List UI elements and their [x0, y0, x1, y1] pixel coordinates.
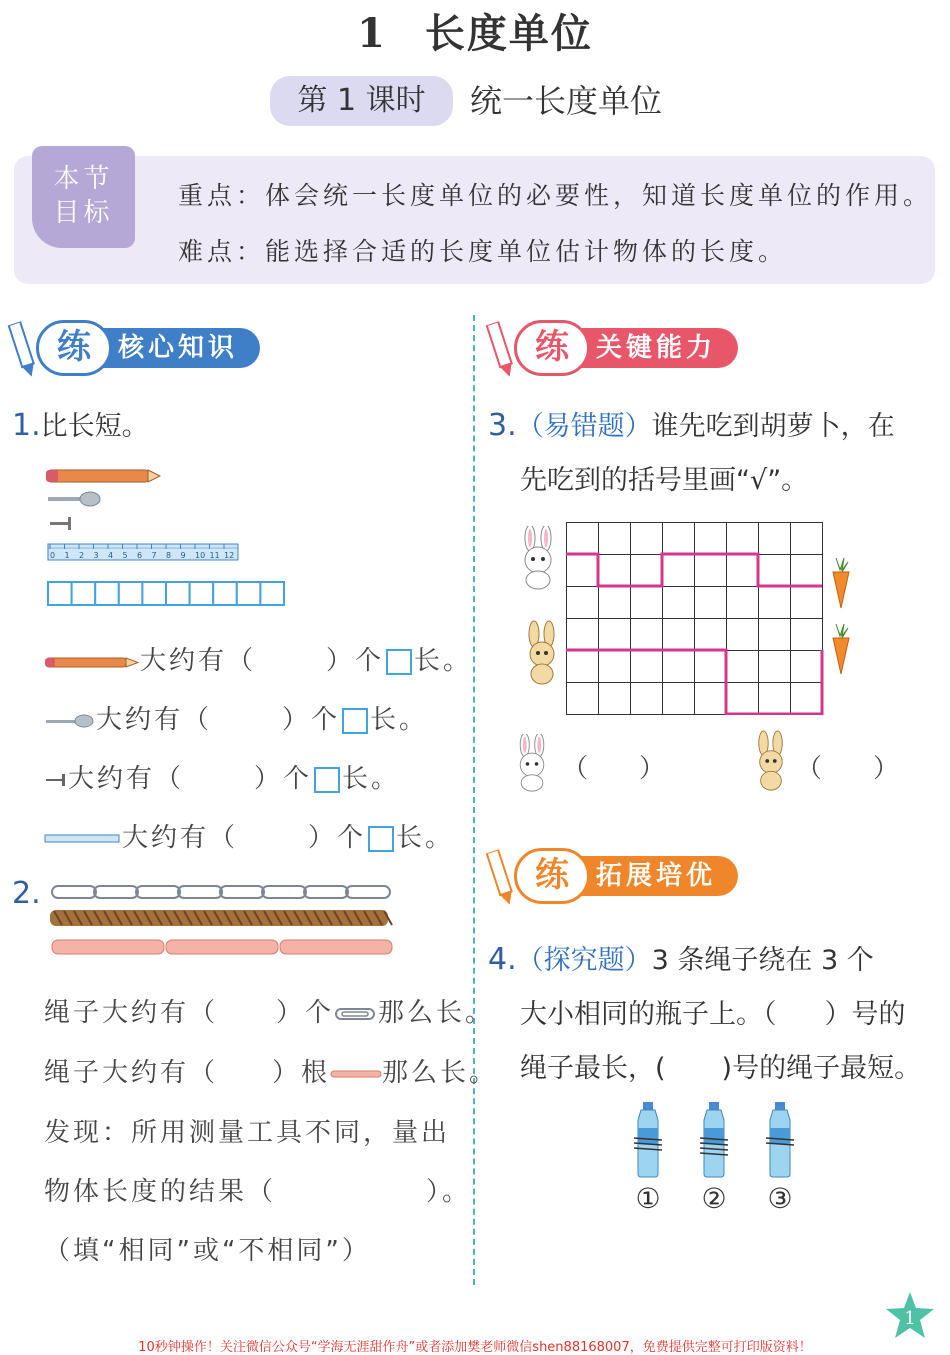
square-unit	[119, 582, 143, 605]
pencil-icon	[46, 470, 160, 482]
carrot-icon	[830, 622, 852, 676]
q1-line-pre: 大约有（	[68, 764, 185, 794]
ruler-tick-label: 1	[64, 551, 70, 560]
square-unit	[95, 582, 119, 605]
lower-rabbit-path	[566, 650, 822, 714]
straw-icon	[330, 1068, 382, 1080]
q2-line2-pre: 绳子大约有（	[44, 1058, 219, 1088]
q2-finding-line1: 发现：所用测量工具不同，量出	[44, 1118, 451, 1148]
square-unit	[48, 582, 72, 605]
bottle-item	[752, 1102, 808, 1215]
q3-answer-left-open: （	[562, 754, 592, 784]
ruler-tick-label: 7	[151, 551, 157, 560]
practice-badge: 练	[514, 320, 590, 376]
q4-text3-end: )号的绳子最短。	[721, 1053, 922, 1084]
q1-line-pencil	[44, 640, 472, 677]
goal-difficulty: 难点：能选择合适的长度单位估计物体的长度。	[178, 237, 788, 266]
bottle-icon	[628, 1102, 668, 1178]
upper-rabbit-path	[566, 554, 822, 586]
q2-line1-post: 那么长。	[378, 998, 495, 1028]
extension-banner	[490, 846, 750, 906]
ruler-tick-label: 10	[195, 551, 206, 560]
square-unit	[142, 582, 166, 605]
q3-number: 3.	[488, 408, 517, 443]
square-unit-icon	[368, 826, 394, 852]
bottle-label: ③	[767, 1182, 793, 1215]
square-unit	[260, 582, 284, 605]
paperclip	[52, 886, 96, 898]
square-unit-icon	[342, 708, 368, 734]
q4-text2-end: ）号的	[824, 999, 906, 1030]
bottle-item	[620, 1102, 676, 1215]
nail-icon	[50, 517, 71, 530]
paperclip	[136, 886, 180, 898]
ruler-tick-label: 3	[93, 551, 99, 560]
chapter-number: 1	[357, 10, 387, 57]
ruler-icon	[44, 833, 122, 845]
bottle-icon	[760, 1102, 800, 1178]
q1-line-post: 长。	[370, 705, 429, 735]
q3-answer-right	[796, 748, 902, 785]
q1-line-post: 长。	[342, 764, 401, 794]
key-ability-label: 关键能力	[566, 328, 738, 368]
q4-text3: 绳子最长，(	[520, 1053, 666, 1084]
nail-icon	[44, 772, 68, 788]
core-knowledge-label: 核心知识	[88, 328, 260, 368]
q1-line-nail	[44, 758, 400, 795]
goal-key-point: 重点：体会统一长度单位的必要性，知道长度单位的作用。	[178, 181, 933, 210]
square-unit	[72, 582, 96, 605]
paperclip	[346, 886, 390, 898]
yellow-rabbit-icon	[752, 730, 790, 792]
white-rabbit-icon	[516, 526, 560, 590]
q3-answer-left	[562, 748, 668, 785]
q1-number: 1.	[12, 408, 41, 443]
lesson-title: 统一长度单位	[470, 82, 663, 120]
q2-number: 2.	[12, 876, 41, 911]
q2-objects	[48, 880, 393, 962]
ruler-tick-label: 5	[122, 551, 128, 560]
q2-line1-mid: ）个	[276, 998, 335, 1028]
practice-badge: 练	[514, 848, 590, 904]
q2-finding-line2	[44, 1171, 471, 1208]
yellow-rabbit-icon	[522, 620, 562, 686]
q4-text2: 大小相同的瓶子上。（	[520, 999, 777, 1030]
extension-label: 拓展培优	[566, 856, 738, 896]
q1-objects	[44, 462, 294, 612]
q2-line1-pre: 绳子大约有（	[44, 998, 219, 1028]
white-rabbit-icon	[512, 734, 552, 792]
q1-line-mid: ）个	[254, 764, 313, 794]
q2-line2-mid: ）根	[272, 1058, 331, 1088]
pencil-icon	[44, 654, 140, 670]
q1-line-post: 长。	[414, 646, 473, 676]
q2-line2-post: 那么长。	[382, 1058, 499, 1088]
page-number: 1	[904, 1308, 916, 1329]
bottle-label: ②	[701, 1182, 727, 1215]
straw	[166, 940, 278, 954]
q2-finding2-end: ）。	[426, 1177, 472, 1207]
bottle-label: ①	[635, 1182, 661, 1215]
rope-icon	[50, 910, 392, 926]
paperclip	[262, 886, 306, 898]
straw	[52, 940, 164, 954]
q1-line-pre: 大约有（	[140, 646, 257, 676]
ruler-tick-label: 2	[79, 551, 85, 560]
paperclip	[178, 886, 222, 898]
chapter-title-text: 长度单位	[424, 10, 593, 57]
q1-line-pre: 大约有（	[96, 705, 213, 735]
q1-line-ruler	[44, 817, 454, 854]
q4-heading	[488, 938, 874, 977]
ruler-tick-label: 6	[137, 551, 143, 560]
q4-tag: （探究题）	[516, 945, 652, 976]
q3-tag: （易错题）	[516, 411, 652, 442]
q4-text3-line	[520, 1046, 921, 1085]
paperclip	[304, 886, 348, 898]
key-ability-banner	[490, 318, 750, 378]
goals-tag-line1: 本节	[53, 164, 114, 194]
practice-badge: 练	[36, 320, 112, 376]
q3-text1: 谁先吃到胡萝卜，在	[651, 411, 895, 442]
straw	[280, 940, 392, 954]
ruler-tick-label: 4	[108, 551, 114, 560]
carrot-icon	[830, 556, 852, 610]
column-divider	[473, 315, 475, 1285]
paperclip	[220, 886, 264, 898]
chapter-title	[0, 2, 950, 59]
square-unit	[237, 582, 261, 605]
q1-line-pre: 大约有（	[122, 823, 239, 853]
footer-promo: 10秒钟操作！关注微信公众号“学海无涯甜作舟”或者添加樊老师微信shen88168007，免费提供完整可打印版资料！	[138, 1340, 812, 1355]
q2-finding2-text: 物体长度的结果（	[44, 1177, 277, 1207]
square-unit-row	[48, 582, 284, 605]
q1-prompt: 比长短。	[40, 411, 149, 442]
bottle-icon	[694, 1102, 734, 1178]
q2-hint: （填“相同”或“不相同”）	[44, 1236, 371, 1266]
q1-line-mid: ）个	[282, 705, 341, 735]
paperclip-icon	[334, 1006, 378, 1022]
q1-line-mid: ）个	[326, 646, 385, 676]
paperclip	[94, 886, 138, 898]
q2-line-clip	[44, 992, 494, 1029]
goals-tag-line2: 目标	[53, 198, 114, 228]
straw-row	[52, 940, 392, 954]
ruler-tick-label: 9	[180, 551, 186, 560]
bottle-item	[686, 1102, 742, 1215]
q3-answer-right-open: （	[796, 754, 826, 784]
square-unit	[166, 582, 190, 605]
spoon-icon	[48, 492, 100, 506]
q4-text2-line	[520, 992, 906, 1031]
page-number-badge-icon	[884, 1290, 936, 1342]
q4-number: 4.	[488, 942, 517, 977]
spoon-icon	[44, 713, 96, 729]
ruler-tick-label: 0	[50, 551, 56, 560]
q3-answer-left-close: ）	[639, 754, 669, 784]
q1-heading	[12, 404, 149, 443]
square-unit-icon	[386, 649, 412, 675]
goals-tag	[32, 146, 135, 248]
q3-text2: 先吃到的括号里画“√”。	[520, 465, 809, 496]
paperclip-chain	[52, 886, 390, 898]
square-unit	[190, 582, 214, 605]
lesson-label: 第 1 课时	[270, 76, 453, 126]
q1-line-post: 长。	[396, 823, 455, 853]
ruler-tick-label: 11	[209, 551, 220, 560]
square-unit	[213, 582, 237, 605]
q1-line-spoon	[44, 699, 428, 736]
q1-line-mid: ）个	[308, 823, 367, 853]
bottles-row	[620, 1102, 810, 1222]
q3-heading	[488, 404, 895, 443]
ruler-tick-label: 12	[224, 551, 235, 560]
q2-heading	[12, 876, 41, 911]
q3-paths	[566, 522, 824, 715]
q2-line-straw	[44, 1052, 498, 1089]
square-unit-icon	[314, 767, 340, 793]
ruler-tick-label: 8	[166, 551, 172, 560]
core-knowledge-banner	[12, 318, 272, 378]
q3-answer-right-close: ）	[873, 754, 903, 784]
q4-text1: 3 条绳子绕在 3 个	[651, 945, 874, 976]
